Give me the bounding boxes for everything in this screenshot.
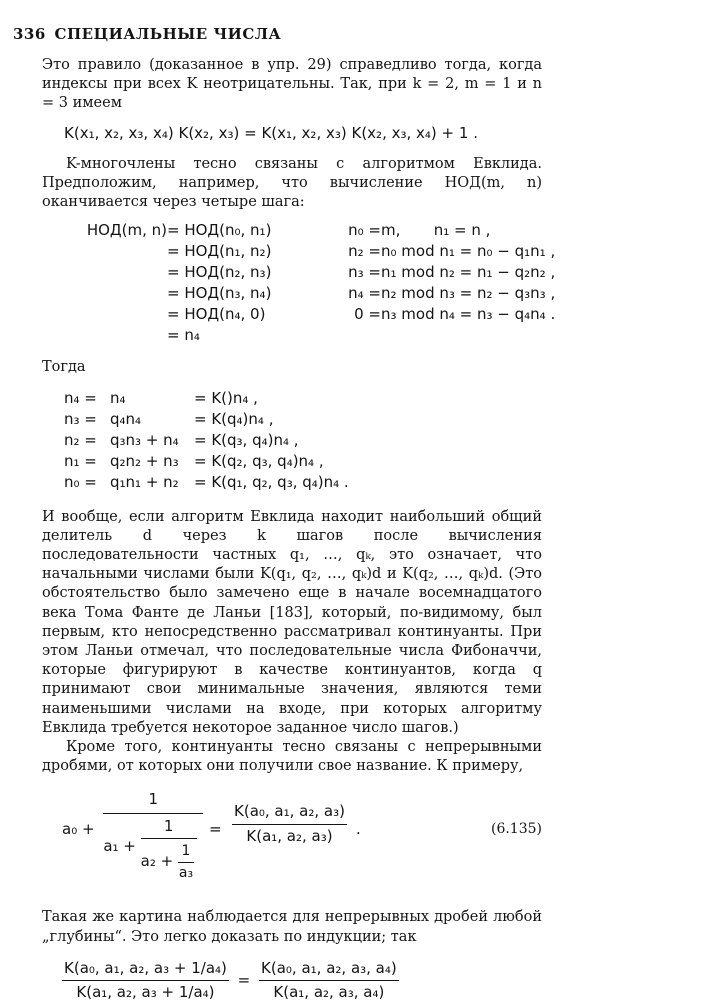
paragraph-1: Это правило (доказанное в упр. 29) справедливо тогда, когда индексы при всех K неотрицательны. Так, при k = 2, m = 1 и n = 3 имеем: [42, 57, 542, 112]
paragraph-3: И вообще, если алгоритм Евклида находит наибольший общий делитель d через k шагов после вычисления последовательности частных q₁, …, qₖ, это означает, что начальными числами были K(q₁, q₂, …, qₖ)d и K(q₂, …, qₖ)d. (Это обстоятельство было замечено еще в начале восемнадцатого века Тома Фанте де Ланьи [183], который, по-видимому, был первым, кто непосредственно рассматривал континуанты. При этом Ланьи отмечал, что последовательные числа Фибоначчи, которые фигурируют в качестве континуантов, когда q принимают свои минимальные значения, являются теми наименьшими числами на входе, при которых алгоритму Евклида требуется некоторое заданное число шагов.): [42, 508, 542, 736]
page-body: [42, 56, 556, 1002]
togda-label: Тогда: [42, 359, 86, 376]
continuant-back-substitution: [64, 388, 542, 498]
induction-equation: $\frac{\text{K(a₀, a₁, a₂, a₃ + 1/a₄)}}{\text{K(a₁, a₂, a₃ + 1/a₄)}}$ = $\frac{\text{K(a₀, a₁, a₂, a₃, a₄)}}{\text{K(a₁, a₂, a₃, a₄)}}$: [64, 958, 397, 1002]
equation-k-identity: K(x₁, x₂, x₃, x₄) K(x₂, x₃) = K(x₁, x₂, x₃) K(x₂, x₃, x₄) + 1 .: [64, 123, 478, 142]
equation-number: (6.135): [490, 821, 542, 838]
euclid-row: НОД(m, n) = НОД(n₀, n₁) n₀ = m, n₁ = n ,: [86, 221, 491, 240]
substitution-row: n₄ = n₄ = K()n₄ ,: [64, 388, 258, 407]
euclid-row: = НОД(n₄, 0) 0 = n₃ mod n₄ = n₃ − q₄n₄ .: [167, 305, 556, 324]
substitution-row: n₀ = q₁n₁ + n₂ = K(q₁, q₂, q₃, q₄)n₄ .: [64, 472, 349, 491]
substitution-row: n₂ = q₃n₃ + n₄ = K(q₃, q₄)n₄ ,: [64, 430, 299, 449]
paragraph-5: Такая же картина наблюдается для непрерывных дробей любой „глубины“. Это легко доказать по индукции; так: [42, 909, 542, 945]
euclid-row: = НОД(n₁, n₂) n₂ = n₀ mod n₁ = n₀ − q₁n₁ ,: [167, 242, 556, 261]
euclid-row: = НОД(n₃, n₄) n₄ = n₂ mod n₃ = n₂ − q₃n₃ ,: [167, 284, 556, 303]
euclid-row: = n₄: [167, 326, 200, 345]
substitution-row: n₃ = q₄n₄ = K(q₄)n₄ ,: [64, 409, 274, 428]
substitution-row: n₁ = q₂n₂ + n₃ = K(q₂, q₃, q₄)n₄ ,: [64, 451, 324, 470]
running-header: [13, 25, 281, 43]
running-title: СПЕЦИАЛЬНЫЕ ЧИСЛА: [54, 25, 282, 43]
euclid-gcd-steps: [64, 220, 556, 350]
continued-fraction-equation: a₀ + 1 a₁ + 1 a₂ + $\frac{1}{\text{a₃}}$ = $\frac{\text{K(a₀, a₁, a₂, a₃)}}{\text{K(a₁, a₂, a₃)}}$ . (6.135): [42, 790, 542, 908]
paragraph-4: Кроме того, континуанты тесно связаны с непрерывными дробями, от которых они получили свое название. К примеру,: [42, 739, 542, 775]
euclid-row: = НОД(n₂, n₃) n₃ = n₁ mod n₂ = n₁ − q₂n₂ ,: [167, 263, 556, 282]
paragraph-2: K-многочлены тесно связаны с алгоритмом Евклида. Предположим, например, что вычисление НОД(m, n) оканчивается через четыре шага:: [42, 155, 542, 211]
page-number: 336: [13, 25, 46, 43]
